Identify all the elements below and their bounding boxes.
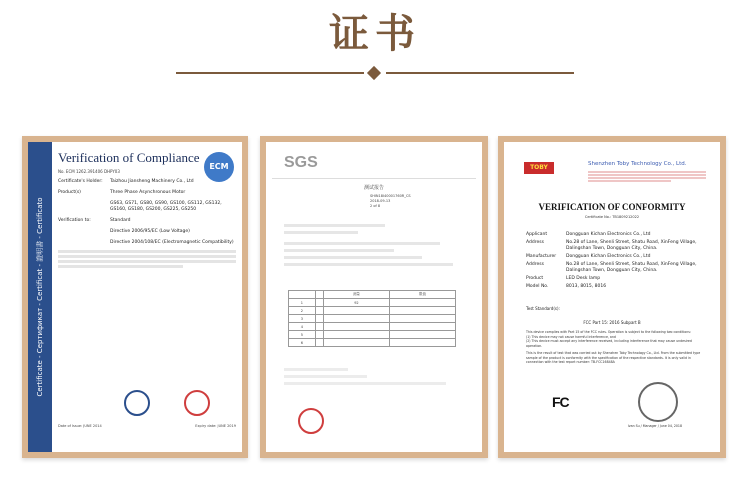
field-row: Verification to: Standard: [58, 218, 131, 223]
table-row: 1 92: [289, 299, 456, 307]
certificate-paper: [266, 142, 482, 452]
field-row: Directive 2004/108/EC (Electromagnetic Compatibility): [110, 240, 234, 245]
red-stamp-icon: [298, 408, 324, 434]
round-seal-icon: [124, 390, 150, 416]
field-row: Address No.28 of Lane, Shenli Street, Shatu Road, XinFeng Village, Dalingshan Town, Dongguan City, China.: [526, 262, 697, 273]
table-row: 3: [289, 315, 456, 323]
fcc-rule: FCC Part 15: 2016 Subpart B: [583, 320, 641, 325]
heading-divider: [176, 68, 574, 78]
signature-seal-icon: [638, 382, 678, 422]
certificate-number: Certificate No.: TB1809212022: [584, 215, 640, 219]
results-table: 测量 限值 1 92 2 3 4 5 6: [288, 290, 456, 347]
signer: Ivan Su / Manager / June 04, 2018: [627, 424, 682, 428]
field-row: Manufacturer Dongguan Kichan Electronics Co., Ltd: [526, 254, 651, 259]
field-row: Model No. 8013, 8015, 8016: [526, 284, 607, 289]
certificate-frame-compliance: [22, 136, 248, 458]
field-row: Certificate's Holder: Taizhou Jiansheng Machinery Co., Ltd: [58, 179, 194, 184]
table-row: 2: [289, 307, 456, 315]
certificate-paper: [28, 142, 242, 452]
report-title: 测试报告: [363, 185, 384, 191]
table-row: 4: [289, 323, 456, 331]
standards-label: Test Standard(s):: [526, 306, 560, 311]
round-seal-icon: [184, 390, 210, 416]
issue-date: Date of Issue: JUNE 2014: [58, 424, 102, 428]
field-row: Address No.28 of Lane, Shenli Street, Shatu Road, XinFeng Village, Dalingshan Town, Dongguan City, China.: [526, 240, 697, 251]
certificate-frame-sgs: [260, 136, 488, 458]
company-name: Shenzhen Toby Technology Co., Ltd.: [588, 161, 687, 167]
page-heading: 证书: [329, 10, 421, 57]
field-row: Product LED Desk lamp: [526, 276, 601, 281]
header-rule: [272, 178, 476, 179]
certificate-paper: [504, 142, 720, 452]
conditions-text: This device complies with Part 15 of the FCC rules. Operation is subject to the following two conditions: (1) This device may not cause harmful interference, and (2) This device must accept any interference received, including interference that may cause undesired operation. This is the result of test that was carried out by Shenzhen Toby Technology Co., Ltd. From the submitted type sample of the product is conformity with the specification of the respective standards. It is only valid in connection with the test report number: TB-FCC16848A: [526, 330, 701, 364]
field-row: Applicant Dongguan Kichan Electronics Co., Ltd: [526, 232, 651, 237]
report-notes: [284, 364, 468, 389]
certificate-number: No. ECM 1262.391406 DHPY03: [58, 169, 120, 174]
certificate-frame-conformity: [498, 136, 726, 458]
fine-print: [58, 250, 236, 268]
sgs-logo-icon: SGS: [284, 154, 318, 171]
toby-logo-icon: TOBY: [524, 162, 554, 174]
certificate-title: Verification of Compliance: [58, 150, 200, 165]
field-row: Product(s) Three Phase Asynchronous Motor: [58, 190, 186, 195]
certificate-fields: [526, 230, 708, 290]
field-row: GS63, GS71, GS80, GS90, GS100, GS112, GS132, GS160, GS180, GS200, GS225, GS250: [110, 201, 222, 212]
expiry-date: Expiry date: JUNE 2019: [195, 424, 236, 428]
certificate-side-strip: Certificate - Сертификат - Certificat - 證明書 - Certificato: [28, 142, 52, 452]
report-meta: SHIN18I40001760R_CS 2018-09-13 2 of 8: [370, 194, 411, 208]
certificate-title: VERIFICATION OF CONFORMITY: [538, 202, 686, 212]
table-row: 5: [289, 331, 456, 339]
table-row: 6: [289, 339, 456, 347]
ecm-logo-icon: ECM: [204, 152, 234, 182]
fcc-mark-icon: FC: [552, 394, 569, 410]
report-text: [284, 220, 468, 270]
field-row: Directive 2006/95/EC (Low Voltage): [110, 229, 190, 234]
company-address: [588, 170, 706, 183]
